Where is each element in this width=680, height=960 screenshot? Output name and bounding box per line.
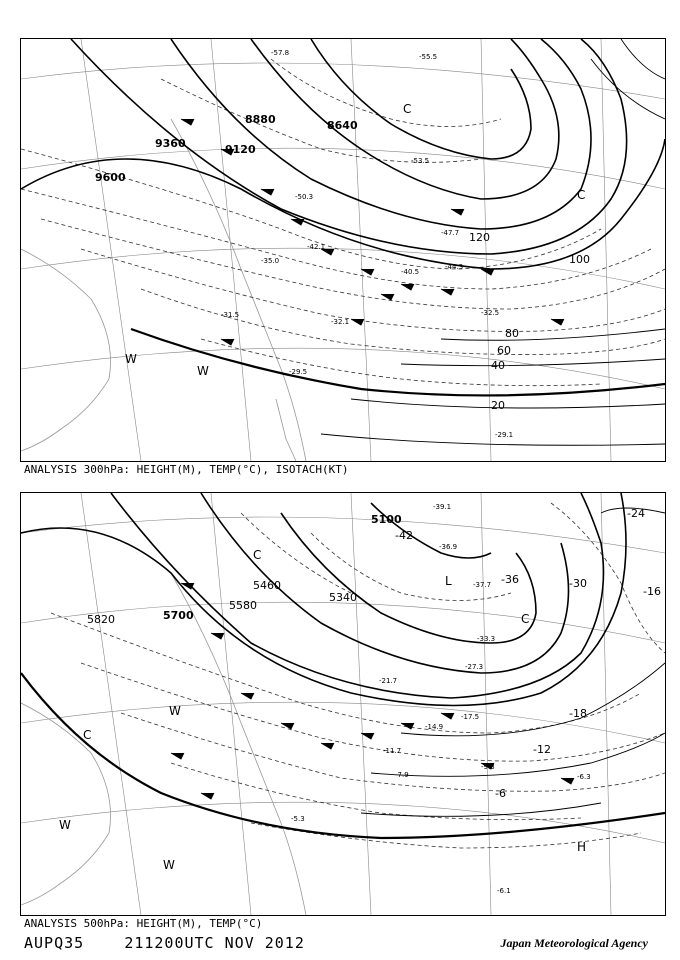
temp-sample: -47.7 — [441, 229, 460, 237]
temp-sample: -6.3 — [577, 773, 591, 781]
map-500hpa-panel — [20, 492, 666, 916]
isotach-label-120: 120 — [469, 231, 490, 244]
height-label-5460: 5460 — [253, 579, 281, 592]
temp-sample: -40.5 — [401, 268, 420, 276]
warm-center-label-a: W — [169, 704, 181, 718]
cold-center-label-a: C — [83, 728, 92, 742]
temp-sample: -32.1 — [331, 318, 350, 326]
isotherm-label-minus18: -18 — [569, 707, 587, 720]
chart-identifier — [24, 934, 305, 952]
isotach-label-80: 80 — [505, 327, 519, 340]
temp-sample: -39.1 — [433, 503, 452, 511]
map-300hpa-panel — [20, 38, 666, 462]
isotach-label-20: 20 — [491, 399, 505, 412]
temp-sample: -31.5 — [221, 311, 240, 319]
cold-center-label-b: C — [253, 548, 262, 562]
isotherm-label-minus12: -12 — [533, 743, 551, 756]
temp-sample: -53.5 — [411, 157, 430, 165]
isotachs-300 — [321, 39, 665, 445]
temp-sample: -11.7 — [383, 747, 402, 755]
isotach-label-100: 100 — [569, 253, 590, 266]
isotherm-label-minus30: -30 — [569, 577, 587, 590]
agency-name: Japan Meteorological Agency — [500, 936, 648, 950]
cold-center-label-c: C — [521, 612, 530, 626]
isotherms-300 — [21, 59, 665, 386]
height-contours-500 — [21, 493, 626, 706]
height-label-5580: 5580 — [229, 599, 257, 612]
temp-sample: -55.5 — [419, 53, 438, 61]
map-300hpa-caption: ANALYSIS 300hPa: HEIGHT(M), TEMP(°C), ISOTACH(KT) — [24, 463, 349, 476]
low-center-label: L — [445, 574, 452, 588]
warm-center-label-b: W — [197, 364, 209, 378]
cold-center-label-b: C — [577, 188, 586, 202]
temp-sample: -17.5 — [461, 713, 480, 721]
temp-sample: -35.0 — [261, 257, 280, 265]
temp-sample: -44.3 — [445, 263, 464, 271]
chart-datetime: 211200UTC NOV 2012 — [124, 934, 305, 952]
temp-sample: -14.9 — [425, 723, 444, 731]
map-500hpa-chart — [21, 493, 665, 915]
isotherm-label-minus42: -42 — [395, 529, 413, 542]
isotach-label-60: 60 — [497, 344, 511, 357]
temp-sample: -21.7 — [379, 677, 398, 685]
temp-sample: -9.3 — [481, 763, 495, 771]
height-label-8880: 8880 — [245, 113, 276, 126]
warm-center-label-b: W — [59, 818, 71, 832]
chart-code: AUPQ35 — [24, 934, 85, 952]
isotherm-label-minus16: -16 — [643, 585, 661, 598]
temp-sample: -27.3 — [465, 663, 484, 671]
temp-sample: -5.3 — [291, 815, 305, 823]
map-300hpa-chart — [21, 39, 665, 461]
temp-sample: -42.1 — [307, 243, 326, 251]
temp-sample: -50.3 — [295, 193, 314, 201]
ridge-contour-300 — [131, 329, 665, 395]
warm-center-label-c: W — [163, 858, 175, 872]
height-label-9600: 9600 — [95, 171, 126, 184]
isotherm-label-minus24: -24 — [627, 507, 645, 520]
temp-sample: -37.7 — [473, 581, 492, 589]
map-500hpa-caption: ANALYSIS 500hPa: HEIGHT(M), TEMP(°C) — [24, 917, 263, 930]
temp-sample: -57.8 — [271, 49, 290, 57]
high-center-label: H — [577, 840, 587, 854]
height-label-5340: 5340 — [329, 591, 357, 604]
temp-sample: -33.3 — [477, 635, 496, 643]
height-label-5820: 5820 — [87, 613, 115, 626]
height-label-9360: 9360 — [155, 137, 186, 150]
graticule-500 — [21, 493, 665, 915]
temp-sample: -6.1 — [497, 887, 511, 895]
isotherm-label-minus6: -6 — [495, 787, 506, 800]
temp-sample: -36.9 — [439, 543, 458, 551]
temp-sample: -29.1 — [495, 431, 514, 439]
temp-sample: -29.5 — [289, 368, 308, 376]
cold-center-label-a: C — [403, 102, 412, 116]
ridge-contour-500 — [21, 673, 665, 838]
temp-sample: -7.9 — [395, 771, 409, 779]
isotach-label-40: 40 — [491, 359, 505, 372]
height-label-8640: 8640 — [327, 119, 358, 132]
warm-center-label-a: W — [125, 352, 137, 366]
coastline-300 — [21, 119, 306, 461]
height-label-5100: 5100 — [371, 513, 402, 526]
temp-sample: -32.5 — [481, 309, 500, 317]
height-label-9120: 9120 — [225, 143, 256, 156]
wind-barbs-500 — [171, 583, 574, 799]
height-label-5700: 5700 — [163, 609, 194, 622]
isotherms-500 — [51, 503, 665, 848]
isotherm-label-minus36: -36 — [501, 573, 519, 586]
